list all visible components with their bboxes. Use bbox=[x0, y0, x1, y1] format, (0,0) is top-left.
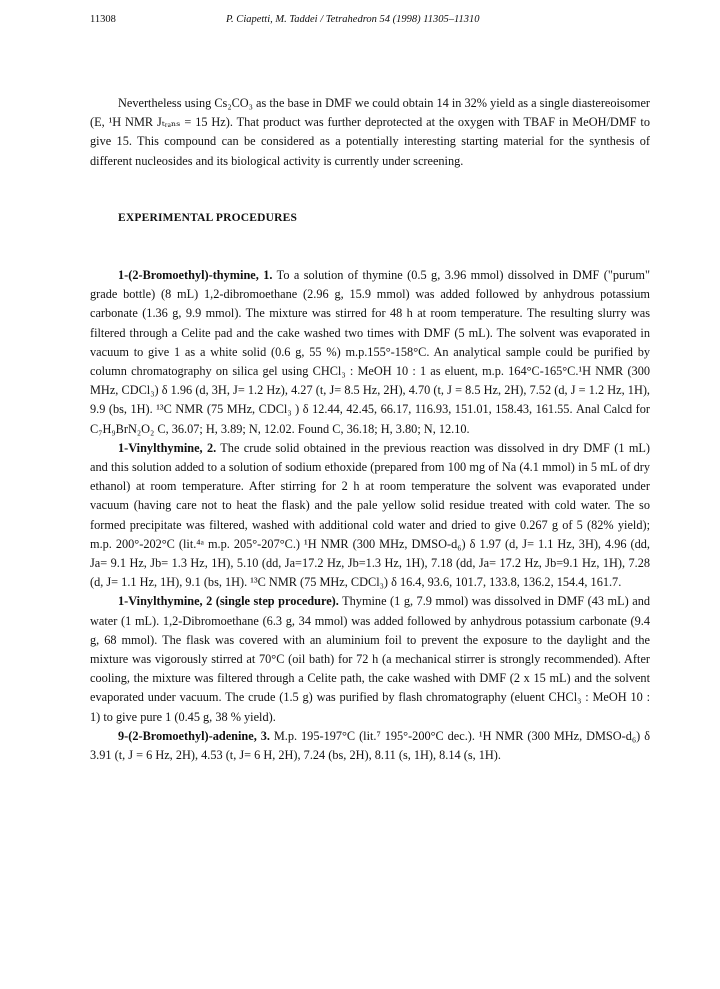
procedure-paragraph bbox=[90, 592, 650, 726]
page-header bbox=[90, 14, 650, 30]
procedure-title: 1-Vinylthymine, 2 (single step procedure). bbox=[118, 594, 339, 609]
page-number: 11308 bbox=[90, 14, 116, 25]
procedure-title: 1-(2-Bromoethyl)-thymine, 1. bbox=[118, 268, 273, 283]
procedure-paragraph bbox=[90, 439, 650, 593]
page-body bbox=[90, 94, 650, 765]
procedure-paragraph bbox=[90, 266, 650, 439]
procedure-text: M.p. 195-197°C (lit.⁷ 195°-200°C dec.). ¹H NMR (300 MHz, DMSO-d₆) δ 3.91 (t, J = 6 Hz, 2H), 4.53 (t, J= 6 H, 2H), 7.24 (bs, 2H), 8.11 (s, 1H), 8.14 (s, 1H). bbox=[90, 728, 650, 763]
procedure-text: Thymine (1 g, 7.9 mmol) was dissolved in DMF (43 mL) and water (1 mL). 1,2-Dibromoethane (6.3 g, 34 mmol) was added followed by anhydrous potassium carbonate (9.4 g, 68 mmol). The flask was covered with an aluminium foil to prevent the exposure to the daylight and the mixture was vigorously stirred at 70°C (oil bath) for 72 h (a mechanical stirrer is strongly recommended). After cooling, the mixture was filtered through a Celite path, the cake washed with DMF (2 x 15 mL) and the solvent evaporated under vacuum. The crude (1.5 g) was purified by flash chromatography (eluent CHCl₃ : MeOH 10 : 1) to give pure 1 (0.45 g, 38 % yield). bbox=[90, 594, 650, 724]
procedure-text: To a solution of thymine (0.5 g, 3.96 mmol) dissolved in DMF ("purum" grade bottle) (8 mL) 1,2-dibromoethane (2.96 g, 15.9 mmol) was added followed by anhydrous potassium carbonate (1.36 g, 9.9 mmol). The mixture was stirred for 48 h at room temperature. The resulting slurry was filtered through a Celite pad and the cake washed two times with DMF (5 mL). The solvent was evaporated in vacuum to give 1 as a white solid (0.6 g, 55 %) m.p.155°-158°C. An analytical sample could be purified by column chromatography on silica gel using CHCl₃ : MeOH 10 : 1 as eluent, m.p. 164°C-165°C.¹H NMR (300 MHz, CDCl₃) δ 1.96 (d, 3H, J= 1.2 Hz), 4.27 (t, J= 8.5 Hz, 2H), 4.70 (t, J = 8.5 Hz, 2H), 7.52 (d, J = 1.2 Hz, 1H), 9.9 (bs, 1H). ¹³C NMR (75 MHz, CDCl₃ ) δ 12.44, 42.45, 66.17, 116.93, 151.01, 158.43, 161.55. Anal Calcd for C₇H₉BrN₂O₂ C, 36.07; H, 3.89; N, 12.02. Found C, 36.18; H, 3.80; N, 12.10. bbox=[90, 268, 650, 436]
procedure-title: 9-(2-Bromoethyl)-adenine, 3. bbox=[118, 728, 270, 743]
running-title: P. Ciapetti, M. Taddei / Tetrahedron 54 (1998) 11305–11310 bbox=[226, 14, 480, 25]
intro-paragraph: Nevertheless using Cs₂CO₃ as the base in DMF we could obtain 14 in 32% yield as a single diastereoisomer (E, ¹H NMR Jₜᵣₐₙₛ = 15 Hz). That product was further deprotected at the oxygen with TBAF in MeOH/DMF to give 15. This compound can be considered as a potentially interesting starting material for the synthesis of different nucleosides and its biological activity is currently under screening. bbox=[90, 96, 650, 168]
section-heading: EXPERIMENTAL PROCEDURES bbox=[118, 211, 298, 224]
procedure-paragraph bbox=[90, 727, 650, 765]
procedure-text: The crude solid obtained in the previous reaction was dissolved in dry DMF (1 mL) and this solution added to a solution of sodium ethoxide (prepared from 100 mg of Na (4.1 mmol) in 5 mL of dry ethanol) at room temperature. After stirring for 2 h at room temperature the solvent was evaporated under vacuum (having care not to heat the flask) and the pale yellow solid residue treated with cold water. The so formed precipitate was filtered, washed with additional cold water and dried to give 0.267 g of 5 (82% yield); m.p. 200°-202°C (lit.⁴ᵃ m.p. 205°-207°C.) ¹H NMR (300 MHz, DMSO-d₆) δ 1.97 (d, J= 1.1 Hz, 3H), 4.96 (dd, Ja= 9.1 Hz, Jb= 1.3 Hz, 1H), 5.10 (dd, Ja=17.2 Hz, Jb=1.3 Hz, 1H), 7.18 (dd, Ja= 17.2 Hz, Jb=9.1 Hz, 1H), 7.28 (d, J= 1.1 Hz, 1H), 9.1 (bs, 1H). ¹³C NMR (75 MHz, CDCl₃) δ 16.4, 93.6, 101.7, 133.8, 136.2, 154.4, 161.7. bbox=[90, 440, 650, 590]
procedure-title: 1-Vinylthymine, 2. bbox=[118, 440, 217, 455]
